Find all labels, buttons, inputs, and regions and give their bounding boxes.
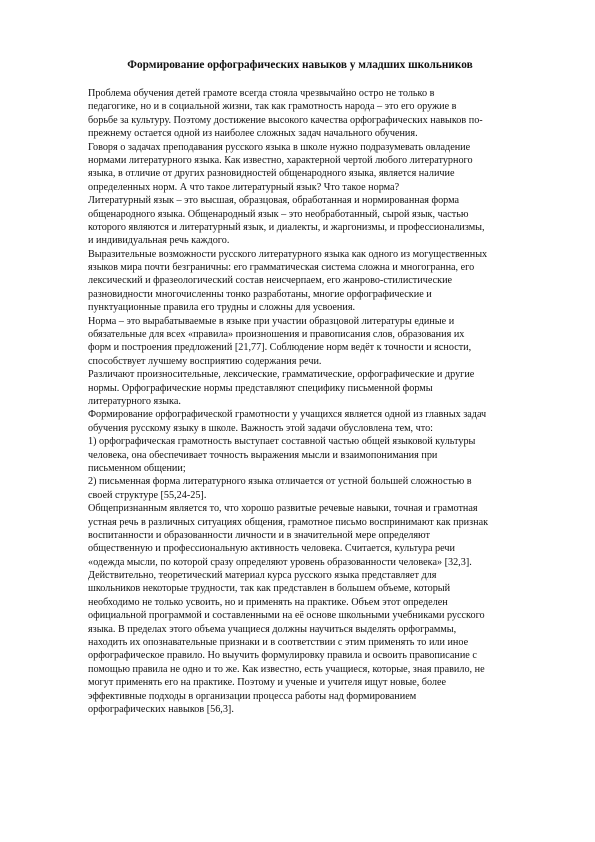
body-text-line: Говоря о задачах преподавания русского языка в школе нужно подразумевать овладение [88,141,471,153]
body-text-line: и индивидуальная речь каждого. [88,235,230,247]
body-text-line: человека, она обеспечивает точность выражения мысли и взаимопонимания при [88,449,438,461]
body-text-line: языков мира почти безграничны: его грамматическая система сложна и многогранна, его [88,262,475,274]
body-text-line: общественную и профессиональную активность человека. Считается, культура речи [88,543,455,555]
body-text-line: 1) орфографическая грамотность выступает составной частью общей языковой культуры [88,436,476,448]
body-text-line: лексический и фразеологический состав неисчерпаем, его жанрово-стилистические [88,275,453,287]
body-text-line: определенных норм. А что такое литературный язык? Что такое норма? [88,181,400,193]
body-text-line: находить их опознавательные признаки и в соответствии с этим применять то или иное [88,637,469,649]
document-title: Формирование орфографических навыков у младших школьников [127,59,473,71]
body-text-line: Проблема обучения детей грамоте всегда стояла чрезвычайно остро не только в [88,88,435,99]
body-text-line: письменном общении; [88,462,186,474]
body-text-line: могут применять его на практике. Поэтому и ученые и учителя ищут новые, более [88,677,447,689]
body-text-line: Общепризнанным является то, что хорошо развитые речевые навыки, точная и грамотная [88,503,478,515]
body-text-line: «одежда мысли, по которой сразу определяют уровень образованности человека» [32,3]. [88,556,472,568]
body-text-line: эффективные подходы в организации процесса работы над формированием [88,690,417,702]
body-text-line: форм и построения предложений [21,77]. Соблюдение норм ведёт к точности и ясности, [88,342,472,354]
body-text-line: орфографических навыков [56,3]. [88,703,234,715]
body-text-line: помощью правила не одно и то же. Как известно, есть учащиеся, которые, зная правило, не [88,663,485,675]
body-text-line: нормами литературного языка. Как известно, характерной чертой любого литературного [88,154,473,166]
body-text-line: обязательные для всех «правила» произношения и правописания слов, образования их [88,329,465,341]
body-text-line: способствует лучшему восприятию содержания речи. [88,355,322,367]
body-text-line: 2) письменная форма литературного языка отличается от устной большей сложностью в [88,476,472,488]
body-text-line: официальной программой и составленными на её основе школьными учебниками русского [88,610,485,622]
body-text-line: Формирование орфографической грамотности у учащихся является одной из главных задач [88,409,487,421]
body-text-line: обучения русскому языку в школе. Важность этой задачи обусловлена тем, что: [88,422,434,434]
document-body [88,87,558,716]
body-text-line: языка. В пределах этого объема учащиеся должны научиться выделять орфограммы, [88,623,457,635]
body-text-line: Действительно, теоретический материал курса русского языка представляет для [88,570,437,582]
body-text-line: пунктуационные правила его трудны и сложны для усвоения. [88,302,356,314]
body-text-line: которого являются и литературный язык, и диалекты, и жаргонизмы, и профессионализмы, [88,221,485,233]
body-text-line: необходимо не только усвоить, но и применять на практике. Объем этот определен [88,596,448,608]
body-text-line: общенародного языка. Общенародный язык – это необработанный, сырой язык, частью [88,208,469,220]
body-text-line: литературного языка. [88,395,181,407]
body-text-line: языка, в отличие от других разновидностей общенародного языка, является наличие [88,168,455,180]
body-text-line: педагогике, но и в социальной жизни, так как грамотность народа – это его оружие в [88,101,457,113]
body-text-line: Различают произносительные, лексические, грамматические, орфографические и другие [88,369,475,381]
body-text-line: школьников некоторые трудности, так как представлен в большем объеме, который [88,583,451,595]
body-text-line: Литературный язык – это высшая, образцовая, обработанная и нормированная форма [88,195,460,207]
body-text-line: своей структуре [55,24-25]. [88,489,207,501]
body-text-line: разновидности многочисленны тонко разработаны, многие орфографические и [88,288,432,300]
body-text-line: Норма – это вырабатываемые в языке при участии образцовой литературы единые и [88,315,455,327]
body-text-line: Выразительные возможности русского литературного языка как одного из могущественных [88,248,488,260]
body-text-line: устная речь в различных ситуациях общения, грамотное письмо воспринимают как признак [88,516,489,528]
body-text-line: воспитанности и образованности личности и в значительной мере определяют [88,529,430,541]
body-text-line: борьбе за культуру. Поэтому достижение высокого качества орфографических навыков по- [88,114,483,126]
body-text-line: орфографическое правило. Но выучить формулировку правила и освоить правописание с [88,650,477,662]
body-text-line: прежнему остается одной из наиболее сложных задач начального обучения. [88,128,418,140]
body-text-line: нормы. Орфографические нормы представляют специфику письменной формы [88,382,433,394]
